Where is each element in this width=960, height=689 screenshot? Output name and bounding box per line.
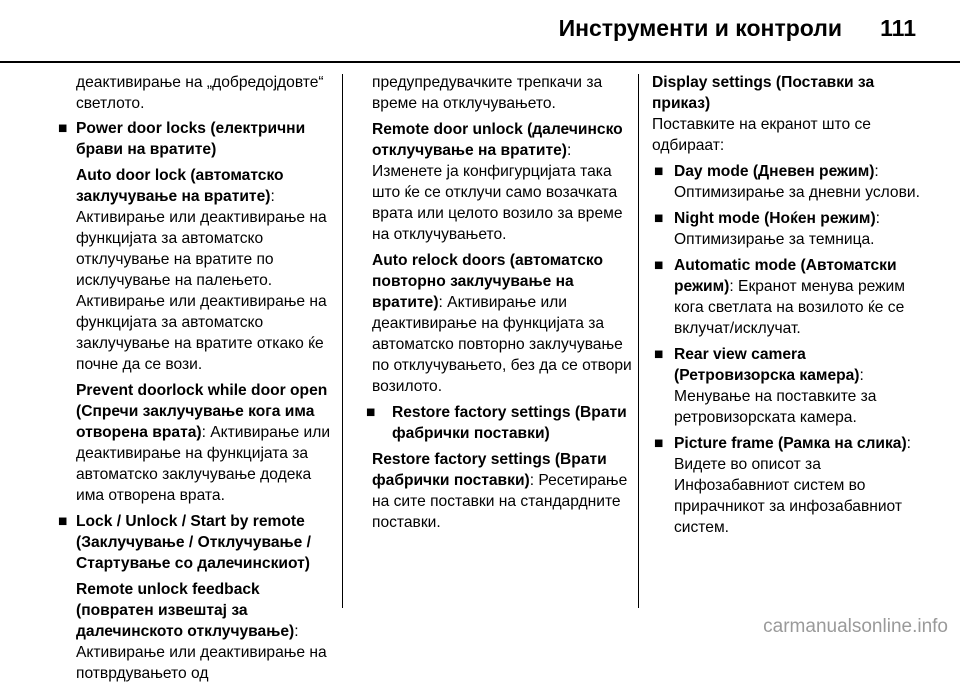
rear-view-camera-item [652,344,924,428]
day-mode-text: : Оптимизирање за дневни услови. [674,163,920,201]
header-rule [0,61,960,63]
restore-factory-sub-text: : Ресетирање на сите поставки на стандардните поставки. [372,472,628,531]
remote-unlock-feedback-title: Remote unlock feedback (повратен извештај за далечинското отклучување) [76,581,295,640]
bullet-icon: ■ [654,346,664,363]
restore-factory-body [364,449,632,533]
column-divider-2 [638,74,639,608]
remote-door-unlock-title: Remote door unlock (далечинско отклучување на вратите) [372,121,623,159]
remote-lock-body [56,579,332,684]
bullet-icon: ■ [654,257,664,274]
remote-lock-item [56,511,332,574]
night-mode-item [652,208,924,250]
column-1 [56,72,332,689]
auto-door-lock-text: : Активирање или деактивирање на функцијата за автоматско отклучување на вратите по исклучување на палењето. Активирање или деактивирање на функцијата за автоматско заклучување на вратите откако ќе почне да се вози. [76,188,327,373]
remote-continued-body [364,72,632,397]
power-door-locks-body [56,165,332,506]
auto-door-lock-title: Auto door lock (автоматско заклучување на вратите) [76,167,284,205]
display-settings-title: Display settings (Поставки за приказ) [652,74,875,112]
day-mode-item [652,161,924,203]
automatic-mode-text: : Екранот менува режим кога светлата на возилото ќе се вклучат/исклучат. [674,278,905,337]
intro-text: деактивирање на „добредојдовте“ светлото. [76,74,324,112]
page-header [0,0,960,66]
auto-relock-text: : Активирање или деактивирање на функцијата за автоматско повторно заклучување по отклучувањето, без да се отвори возилото. [372,294,632,395]
column-divider-1 [342,74,343,608]
prevent-doorlock-text: : Активирање или деактивирање на функцијата за автоматско заклучување додека има отворена врата. [76,424,331,504]
night-mode-title: Night mode (Ноќен режим) [674,210,876,227]
restore-factory-title: Restore factory settings (Врати фабрички поставки) [392,404,627,442]
remote-lock-title: Lock / Unlock / Start by remote (Заклучување / Отклучување / Стартување со далечинскиот) [76,513,311,572]
remote-unlock-feedback-text: : Активирање или деактивирање на потврдувањето од [76,623,327,682]
power-door-locks-item [56,118,332,160]
bullet-icon: ■ [654,210,664,227]
restore-factory-item [364,402,632,444]
rear-view-camera-title: Rear view camera (Ретровизорска камера) [674,346,860,384]
prevent-doorlock-title: Prevent doorlock while door open (Спречи заклучување кога има отворена врата) [76,382,328,441]
auto-relock-title: Auto relock doors (автоматско повторно заклучување на вратите) [372,252,603,311]
power-door-locks-title: Power door locks (електрични брави на вратите) [76,120,306,158]
display-settings-text: Поставките на екранот што се одбираат: [652,116,871,154]
night-mode-text: : Оптимизирање за темница. [674,210,881,248]
rear-view-camera-text: : Менување на поставките за ретровизорската камера. [674,367,877,426]
automatic-mode-title: Automatic mode (Автоматски режим) [674,257,897,295]
column-2 [364,72,632,538]
bullet-icon: ■ [58,513,68,530]
page-title: Инструменти и контроли [558,15,842,41]
picture-frame-text: : Видете во описот за Инфозабавниот систем во прирачникот за инфозабавниот систем. [674,435,912,536]
day-mode-title: Day mode (Дневен режим) [674,163,875,180]
bullet-icon: ■ [654,435,664,452]
continued-text: предупредувачките трепкачи за време на отклучувањето. [372,74,603,112]
bullet-icon: ■ [58,120,68,137]
watermark-text: carmanualsonline.info [763,616,948,637]
bullet-icon: ■ [366,404,376,421]
column-3 [652,72,924,543]
restore-factory-sub-title: Restore factory settings (Врати фабрички поставки) [372,451,607,489]
automatic-mode-item [652,255,924,339]
picture-frame-item [652,433,924,538]
remote-door-unlock-text: : Изменете ја конфигурцијата така што ќе се отклучи само возачката врата или целото возило за време на отклучувањето. [372,142,623,243]
picture-frame-title: Picture frame (Рамка на слика) [674,435,907,452]
page-number: 111 [880,15,916,41]
bullet-icon: ■ [654,163,664,180]
